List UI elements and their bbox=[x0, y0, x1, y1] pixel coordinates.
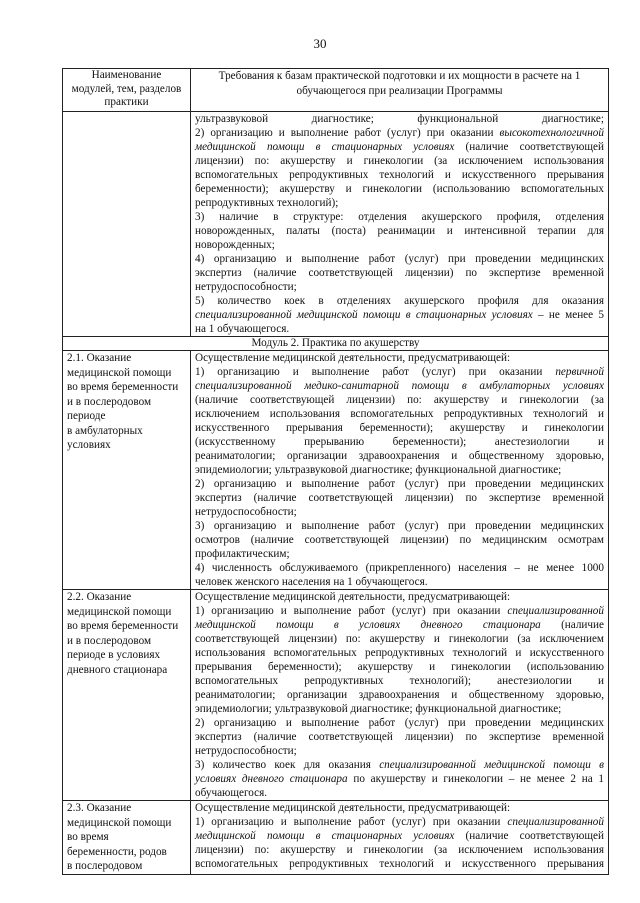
header-topic-column bbox=[63, 69, 191, 112]
text-line bbox=[195, 322, 604, 336]
topic-line: медицинской помощи bbox=[67, 366, 172, 379]
text-line bbox=[195, 561, 604, 575]
topic-line: условиях bbox=[67, 439, 111, 451]
text: эпидемиологии; ультразвуковой диагностике; функциональной диагностике; bbox=[195, 464, 562, 476]
text-line bbox=[195, 435, 604, 449]
topic-cell bbox=[63, 112, 191, 337]
text: искусственного прерывания беременности); акушерству и гинекологии bbox=[195, 422, 604, 434]
text: реаниматологии; организации здравоохранения и общественному здоровью, bbox=[195, 689, 604, 701]
text: – не менее 5 bbox=[532, 309, 604, 321]
text: исключением использования вспомогательных репродуктивных технологий и bbox=[195, 408, 604, 420]
text: нетрудоспособности; bbox=[195, 281, 297, 293]
text-line bbox=[195, 604, 604, 618]
requirements-cell bbox=[191, 590, 609, 801]
text: эпидемиологии; ультразвуковой диагностике; функциональной диагностике; bbox=[195, 703, 562, 715]
text: вспомогательных репродуктивных технологий); анестезиологии и bbox=[195, 675, 604, 687]
text-line bbox=[195, 308, 604, 322]
italic-text: высокотехнологичной bbox=[499, 127, 604, 139]
requirements-table bbox=[62, 68, 609, 875]
topic-line: беременности, родов bbox=[67, 845, 167, 858]
topic-line: периоде в условиях bbox=[67, 649, 161, 661]
text-line bbox=[195, 112, 604, 126]
text: 4) численность обслуживаемого (прикрепленного) населения – не менее 1000 bbox=[195, 562, 604, 574]
italic-text: медицинской помощи в стационарных условиях bbox=[195, 141, 455, 153]
topic-line: во время беременности bbox=[67, 620, 179, 632]
topic-line: и в послеродовом bbox=[67, 395, 152, 408]
text-line bbox=[195, 477, 604, 491]
table-row bbox=[63, 590, 609, 801]
italic-text: специализированной медицинской помощи в bbox=[379, 759, 604, 771]
italic-text: специализированной bbox=[507, 816, 604, 828]
header-requirements-column bbox=[191, 69, 609, 112]
topic-line: периоде bbox=[67, 410, 106, 422]
text: нетрудоспособности; bbox=[195, 745, 297, 757]
topic-line: Наименование bbox=[91, 69, 162, 81]
text: вспомогательных репродуктивных технологий и искусственного прерывания bbox=[195, 858, 604, 870]
text-line bbox=[195, 660, 604, 674]
text: беременности); акушерству и гинекологии (использованию вспомогательных bbox=[195, 183, 604, 195]
text-line bbox=[195, 182, 604, 196]
text-line bbox=[195, 505, 604, 519]
topic-line: в послеродовом bbox=[67, 860, 143, 872]
text-line bbox=[195, 843, 604, 857]
italic-text: специализированной медицинской помощи в стационарных условиях bbox=[195, 309, 533, 321]
text: обучающегося. bbox=[195, 787, 268, 799]
text: 3) количество коек для оказания bbox=[195, 759, 380, 771]
text-line bbox=[195, 744, 604, 758]
topic-line: 2.3. Оказание bbox=[67, 802, 132, 814]
text-line bbox=[195, 294, 604, 308]
table-row bbox=[63, 112, 609, 337]
text: 2) организацию и выполнение работ (услуг) при оказании bbox=[195, 127, 500, 139]
text-line bbox=[195, 786, 604, 800]
requirements-cell bbox=[191, 801, 609, 875]
text-line bbox=[195, 575, 604, 589]
text: 3) наличие в структуре: отделения акушерского профиля, отделения bbox=[195, 211, 604, 223]
italic-text: медицинской помощи в условиях дневного стационара bbox=[195, 619, 541, 631]
text-line bbox=[195, 407, 604, 421]
text-line bbox=[195, 857, 604, 871]
text: экспертиз (наличие соответствующей лицензии) по экспертизе временной bbox=[195, 267, 604, 279]
text-line bbox=[195, 393, 604, 407]
topic-line: дневного стационара bbox=[67, 663, 168, 676]
text-line bbox=[195, 126, 604, 140]
requirements-cell bbox=[191, 112, 609, 337]
text-line bbox=[195, 365, 604, 379]
module-row bbox=[63, 337, 609, 351]
text: новорожденных; bbox=[195, 239, 275, 251]
text: 4) организацию и выполнение работ (услуг) при проведении медицинских bbox=[195, 253, 604, 265]
text-line bbox=[195, 533, 604, 547]
text: (наличие соответствующей bbox=[454, 141, 604, 153]
text: (наличие соответствующей лицензии) по: акушерству и гинекологии (за bbox=[195, 394, 604, 406]
requirements-cell bbox=[191, 351, 609, 590]
text-line bbox=[195, 519, 604, 533]
topic-line: 2.1. Оказание bbox=[67, 352, 132, 364]
text-line bbox=[195, 829, 604, 843]
text: репродуктивных технологий); bbox=[195, 197, 339, 209]
topic-line: 2.2. Оказание bbox=[67, 591, 132, 603]
text-line bbox=[195, 154, 604, 168]
text-line bbox=[195, 449, 604, 463]
text-line bbox=[195, 590, 604, 604]
text-line bbox=[195, 758, 604, 772]
text: экспертиз (наличие соответствующей лицензии) по экспертизе временной bbox=[195, 492, 604, 504]
text: (наличие соответствующей bbox=[454, 830, 604, 842]
text: (наличие bbox=[540, 619, 604, 631]
text-line bbox=[195, 252, 604, 266]
text-line bbox=[195, 730, 604, 744]
text-line bbox=[195, 210, 604, 224]
topic-line: во время беременности bbox=[67, 381, 179, 393]
text: по акушерству и гинекологии – не менее 2 на 1 bbox=[347, 773, 604, 785]
text-line bbox=[195, 140, 604, 154]
italic-text: первичной bbox=[555, 366, 604, 378]
topic-line: во время bbox=[67, 831, 109, 843]
text: использования вспомогательных репродуктивных технологий и искусственного bbox=[195, 647, 604, 659]
italic-text: медицинской помощи в стационарных условиях bbox=[195, 830, 455, 842]
text: на 1 обучающегося. bbox=[195, 323, 290, 335]
topic-line: модулей, тем, разделов bbox=[71, 82, 182, 95]
topic-cell bbox=[63, 801, 191, 875]
italic-text: условиях дневного стационара bbox=[195, 773, 348, 785]
table-row bbox=[63, 801, 609, 875]
topic-line: практики bbox=[104, 96, 149, 108]
table-header-row bbox=[63, 69, 609, 112]
text: нетрудоспособности; bbox=[195, 506, 297, 518]
text: ультразвуковой диагностике; функциональной диагностике; bbox=[195, 113, 604, 125]
text: осмотров (наличие соответствующей лицензии) по медицинским осмотрам bbox=[195, 534, 604, 546]
topic-line: медицинской помощи bbox=[67, 605, 172, 618]
text: 2) организацию и выполнение работ (услуг) при проведении медицинских bbox=[195, 717, 604, 729]
text: Осуществление медицинской деятельности, предусматривающей: bbox=[195, 591, 511, 603]
text: реаниматологии; организации здравоохранения и общественному здоровью, bbox=[195, 450, 604, 462]
text-line bbox=[195, 280, 604, 294]
text: вспомогательных репродуктивных технологий и искусственного прерывания bbox=[195, 169, 604, 181]
text: Осуществление медицинской деятельности, предусматривающей: bbox=[195, 802, 511, 814]
text-line bbox=[195, 266, 604, 280]
text-line bbox=[195, 351, 604, 365]
topic-cell bbox=[63, 590, 191, 801]
text: 2) организацию и выполнение работ (услуг) при проведении медицинских bbox=[195, 478, 604, 490]
text-line bbox=[195, 646, 604, 660]
text: 5) количество коек в отделениях акушерского профиля для оказания bbox=[195, 295, 604, 307]
topic-cell bbox=[63, 351, 191, 590]
text-line bbox=[195, 688, 604, 702]
text: прерывания беременности); акушерству и гинекологии (использованию bbox=[195, 661, 604, 673]
topic-line: Требования к базам практической подготовки и их мощности в расчете на 1 bbox=[218, 70, 581, 82]
text-line bbox=[195, 702, 604, 716]
text-line bbox=[195, 491, 604, 505]
text: 1) организацию и выполнение работ (услуг) при оказании bbox=[195, 605, 508, 617]
text-line bbox=[195, 618, 604, 632]
table-row bbox=[63, 351, 609, 590]
text: профилактическим; bbox=[195, 548, 290, 560]
topic-line: в амбулаторных bbox=[67, 424, 143, 437]
italic-text: специализированной медико-санитарной помощи в амбулаторных условиях bbox=[195, 380, 604, 392]
text-line bbox=[195, 716, 604, 730]
module-title: Модуль 2. Практика по акушерству bbox=[63, 337, 609, 351]
page-number: 30 bbox=[313, 36, 327, 51]
text-line bbox=[195, 547, 604, 561]
text: Осуществление медицинской деятельности, предусматривающей: bbox=[195, 352, 511, 364]
text: лицензии) по: акушерству и гинекологии (за исключением использования bbox=[195, 844, 604, 856]
text-line bbox=[195, 772, 604, 786]
text: соответствующей лицензии) по: акушерству и гинекологии (за исключением bbox=[195, 633, 604, 645]
text-line bbox=[195, 224, 604, 238]
text-line bbox=[195, 632, 604, 646]
topic-line: обучающегося при реализации Программы bbox=[296, 85, 503, 97]
text-line bbox=[195, 815, 604, 829]
text-line bbox=[195, 379, 604, 393]
text: лицензии) по: акушерству и гинекологии (за исключением использования bbox=[195, 155, 604, 167]
text: экспертиз (наличие соответствующей лицензии) по экспертизе временной bbox=[195, 731, 604, 743]
text-line bbox=[195, 801, 604, 815]
topic-line: медицинской помощи bbox=[67, 816, 172, 829]
italic-text: специализированной bbox=[507, 605, 604, 617]
text: (искусственному прерыванию беременности); анестезиологии и bbox=[195, 436, 604, 448]
text-line bbox=[195, 421, 604, 435]
text-line bbox=[195, 674, 604, 688]
text-line bbox=[195, 463, 604, 477]
topic-line: и в послеродовом bbox=[67, 634, 152, 647]
text: 1) организацию и выполнение работ (услуг) при оказании bbox=[195, 366, 556, 378]
text-line bbox=[195, 168, 604, 182]
text-line bbox=[195, 238, 604, 252]
text: новорожденных, палаты (поста) реанимации и интенсивной терапии для bbox=[195, 225, 604, 237]
text: 1) организацию и выполнение работ (услуг) при оказании bbox=[195, 816, 508, 828]
text: человек женского населения на 1 обучающегося. bbox=[195, 576, 428, 588]
text: 3) организацию и выполнение работ (услуг) при проведении медицинских bbox=[195, 520, 604, 532]
text-line bbox=[195, 196, 604, 210]
